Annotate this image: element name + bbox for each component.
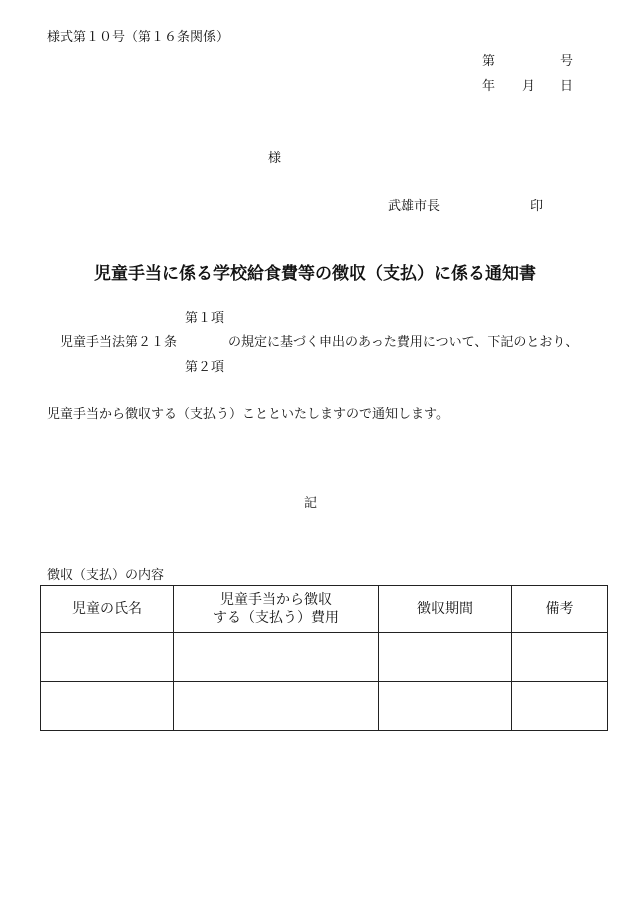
cell-expense xyxy=(174,633,379,682)
date-day: 日 xyxy=(560,79,574,94)
section-label: 徴収（支払）の内容 xyxy=(47,568,165,583)
date-year: 年 xyxy=(482,79,496,94)
clause-2: 第２項 xyxy=(185,360,225,375)
cell-child-name xyxy=(41,633,174,682)
cell-period xyxy=(379,682,512,731)
cell-child-name xyxy=(41,682,174,731)
content-table xyxy=(40,585,608,731)
doc-number-suffix: 号 xyxy=(560,54,574,69)
cell-period xyxy=(379,633,512,682)
cell-expense xyxy=(174,682,379,731)
sender-seal: 印 xyxy=(530,199,544,214)
header-expense xyxy=(174,586,379,633)
header-expense-line-2: する（支払う）費用 xyxy=(213,610,339,626)
date-month: 月 xyxy=(522,79,536,94)
header-child-name: 児童の氏名 xyxy=(41,586,174,633)
cell-remarks xyxy=(512,682,608,731)
table-row xyxy=(41,682,608,731)
addressee-suffix: 様 xyxy=(268,151,282,166)
header-expense-line-1: 児童手当から徴収 xyxy=(220,592,332,608)
sender-name: 武雄市長 xyxy=(388,199,441,214)
ki-heading: 記 xyxy=(304,496,318,511)
form-number: 様式第１０号（第１６条関係） xyxy=(47,30,230,45)
doc-number-prefix: 第 xyxy=(482,54,496,69)
body-line-1: の規定に基づく申出のあった費用について、下記のとおり、 xyxy=(228,335,579,350)
table-row xyxy=(41,633,608,682)
body-line-2: 児童手当から徴収する（支払う）ことといたしますので通知します。 xyxy=(47,407,449,422)
law-prefix: 児童手当法第２１条 xyxy=(60,335,178,350)
header-remarks: 備考 xyxy=(512,586,608,633)
cell-remarks xyxy=(512,633,608,682)
table-header-row xyxy=(41,586,608,633)
header-period: 徴収期間 xyxy=(379,586,512,633)
document-title: 児童手当に係る学校給食費等の徴収（支払）に係る通知書 xyxy=(94,264,536,284)
clause-1: 第１項 xyxy=(185,311,225,326)
